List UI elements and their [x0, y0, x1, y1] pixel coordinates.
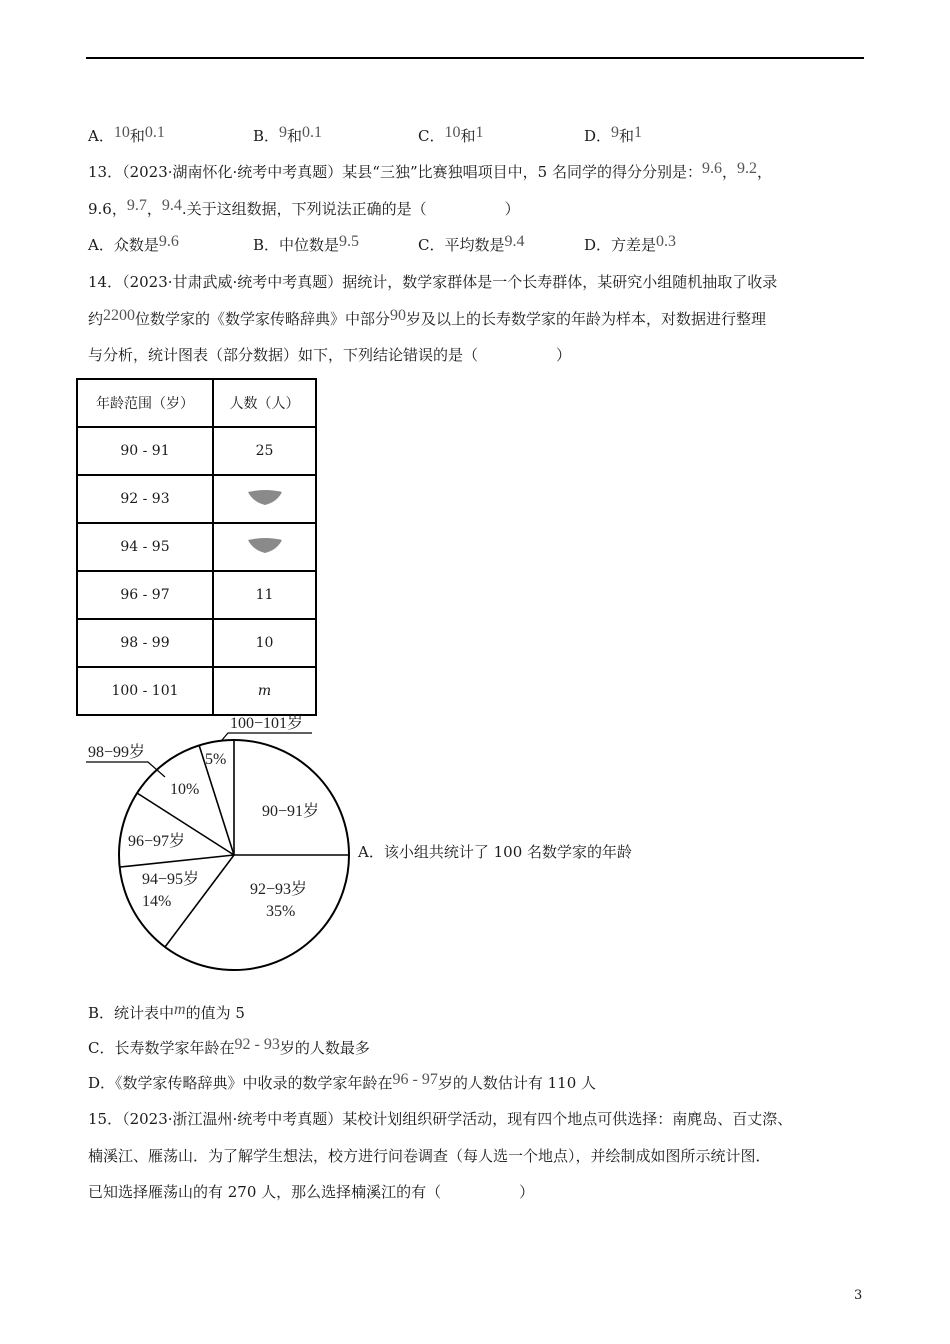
- label-14pct: 14%: [142, 893, 172, 910]
- table-row: [77, 619, 316, 667]
- table-cell-count: m: [213, 667, 316, 715]
- q15-stem-line2: 楠溪江、雁荡山．为了解学生想法，校方进行问卷调查（每人选一个地点），并绘制成如图所示统计图．: [88, 1147, 771, 1165]
- q15-stem-line1: 15．（2023·浙江温州·统考中考真题）某校计划组织研学活动，现有四个地点可供选择：南麂岛、百丈漈、: [88, 1110, 793, 1128]
- q13-option-a: A．众数是9.6: [88, 233, 179, 254]
- label-10pct: 10%: [170, 781, 200, 798]
- table-cell-count: 25: [213, 427, 316, 475]
- q14-stem-line3: 与分析，统计图表（部分数据）如下，下列结论错误的是（ ）: [88, 346, 572, 364]
- q12-option-b: B．9和0.1: [253, 124, 323, 145]
- q14-option-d: D．《数学家传略辞典》中收录的数学家年龄在96 - 97岁的人数估计有 110 人: [88, 1071, 597, 1092]
- table-cell-range: 92 - 93: [77, 475, 213, 523]
- table-row: [77, 667, 316, 715]
- table-cell-range: 100 - 101: [77, 667, 213, 715]
- callout-line-100-101: [222, 733, 312, 740]
- q12-option-d: D．9和1: [584, 124, 643, 145]
- table-cell-count: 10: [213, 619, 316, 667]
- q14-option-c: C．长寿数学家年龄在92 - 93岁的人数最多: [88, 1036, 370, 1057]
- label-92-93: 92−93岁: [250, 881, 308, 898]
- table-header-range: 年龄范围（岁）: [77, 379, 213, 427]
- page-number: 3: [854, 1288, 863, 1303]
- label-94-95: 94−95岁: [142, 871, 200, 888]
- ink-blot-icon: [247, 488, 283, 506]
- q14-stem-line1: 14．（2023·甘肃武威·统考中考真题）据统计，数学家群体是一个长寿群体，某研究小组随机抽取了收录: [88, 273, 778, 291]
- q12-option-a: A．10和0.1: [88, 124, 165, 145]
- table-row: [77, 427, 316, 475]
- table-row: [77, 475, 316, 523]
- ink-blot-icon: [247, 536, 283, 554]
- table-row: [77, 523, 316, 571]
- label-90-91: 90−91岁: [262, 803, 320, 820]
- label-100-101: 100−101岁: [230, 715, 304, 732]
- q13-option-d: D．方差是0.3: [584, 233, 677, 254]
- label-96-97: 96−97岁: [128, 833, 186, 850]
- table-cell-count: 11: [213, 571, 316, 619]
- table-cell-range: 90 - 91: [77, 427, 213, 475]
- q13-option-c: C．平均数是9.4: [418, 233, 525, 254]
- header-rule: [86, 57, 864, 59]
- table-header-count: 人数（人）: [213, 379, 316, 427]
- table-cell-range: 96 - 97: [77, 571, 213, 619]
- table-header-row: [77, 379, 316, 427]
- q13-stem-line2: 9.6，9.7，9.4.关于这组数据，下列说法正确的是（ ）: [88, 197, 520, 218]
- label-98-99: 98−99岁: [88, 744, 146, 761]
- table-cell-count-obscured: [213, 475, 316, 523]
- table-cell-range: 98 - 99: [77, 619, 213, 667]
- q13-option-b: B．中位数是9.5: [253, 233, 360, 254]
- label-35pct: 35%: [266, 903, 296, 920]
- q15-stem-line3: 已知选择雁荡山的有 270 人，那么选择楠溪江的有（ ）: [88, 1183, 535, 1201]
- table-row: [77, 571, 316, 619]
- table-cell-range: 94 - 95: [77, 523, 213, 571]
- age-count-table: [76, 378, 317, 716]
- q13-stem-line1: 13．（2023·湖南怀化·统考中考真题）某县“三独”比赛独唱项目中，5 名同学的得分分别是：9.6，9.2，: [88, 160, 772, 181]
- q14-option-a: A．该小组共统计了 100 名数学家的年龄: [358, 843, 633, 861]
- label-5pct: 5%: [205, 751, 227, 768]
- q14-stem-line2: 约2200位数学家的《数学家传略辞典》中部分90岁及以上的长寿数学家的年龄为样本，对数据进行整理: [88, 307, 767, 328]
- age-pie-chart: [80, 712, 370, 977]
- q12-option-c: C．10和1: [418, 124, 484, 145]
- q14-option-b: B．统计表中m的值为 5: [88, 1001, 245, 1022]
- table-cell-count-obscured: [213, 523, 316, 571]
